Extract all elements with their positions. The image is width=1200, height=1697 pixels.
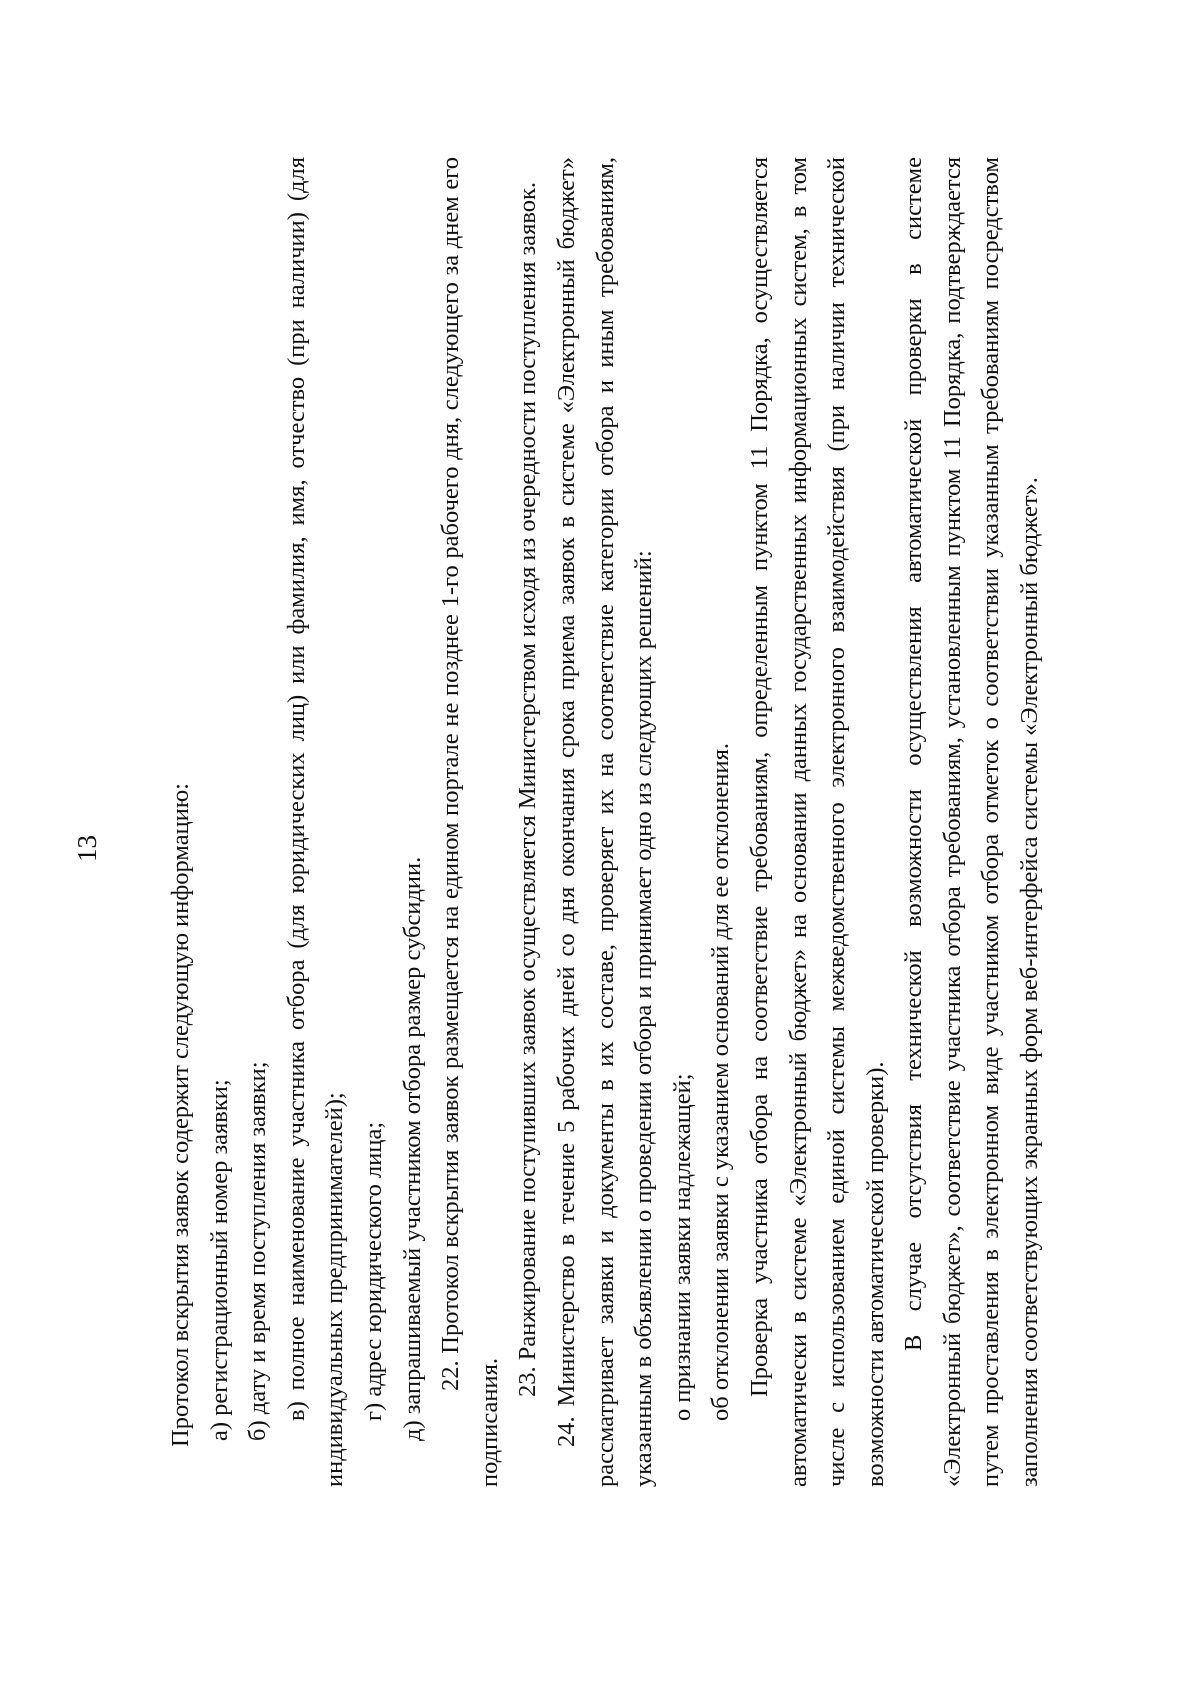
decision-item-reject: об отклонении заявки с указанием оснований для ее отклонения.: [707, 742, 735, 1421]
paragraph-23: 23. Ранжирование поступивших заявок осуществляется Министерством исходя из очередности поступления заявок.: [514, 181, 542, 1397]
paragraph-no-technical-possibility: В случае отсутствия технической возможности осуществления автоматической проверки в системе «Электронный бюджет», соответствие участника отбора требованиям, установленным пунктом 11 Порядка, подтверждается путем проставления в электронном виде участником отбора отметок о соответствии указанным требованиям посредством заполнения соответствующих экранных форм веб-интерфейса системы «Электронный бюджет».: [900, 157, 1044, 1487]
list-item-v: в) полное наименование участника отбора (для юридических лиц) или фамилия, имя, отчество (при наличии) (для индивидуальных предпринимателей);: [282, 157, 349, 1487]
decision-item-accept: о признании заявки надлежащей;: [668, 1073, 696, 1421]
paragraph-24: 24. Министерство в течение 5 рабочих дней со дня окончания срока приема заявок в системе «Электронный бюджет» рассматривает заявки и документы в их составе, проверяет их на соответствие категории отбора и иным требованиям, указанным в объявлении о проведении отбора и принимает одно из следующих решений:: [552, 157, 658, 1487]
list-item-b: б) дату и время поступления заявки;: [244, 1061, 272, 1441]
paragraph-verification: Проверка участника отбора на соответствие требованиям, определенным пунктом 11 Порядка, осуществляется автоматически в системе «Электронный бюджет» на основании данных государственных информационных систем, в том числе с использованием единой системы межведомственного электронного взаимодействия (при наличии технической возможности автоматической проверки).: [745, 157, 889, 1487]
list-item-a: а) регистрационный номер заявки;: [205, 1079, 233, 1441]
list-item-g: г) адрес юридического лица;: [359, 1121, 387, 1421]
paragraph-protocol-intro: Протокол вскрытия заявок содержит следующую информацию:: [167, 783, 194, 1447]
page-number: 13: [72, 835, 102, 862]
paragraph-22: 22. Протокол вскрытия заявок размещается на едином портале не позднее 1-го рабочего дня, следующего за днем его подписания.: [437, 157, 503, 1487]
document-body: [162, 157, 1050, 1487]
list-item-d: д) запрашиваемый участником отбора размер субсидии.: [398, 856, 426, 1441]
